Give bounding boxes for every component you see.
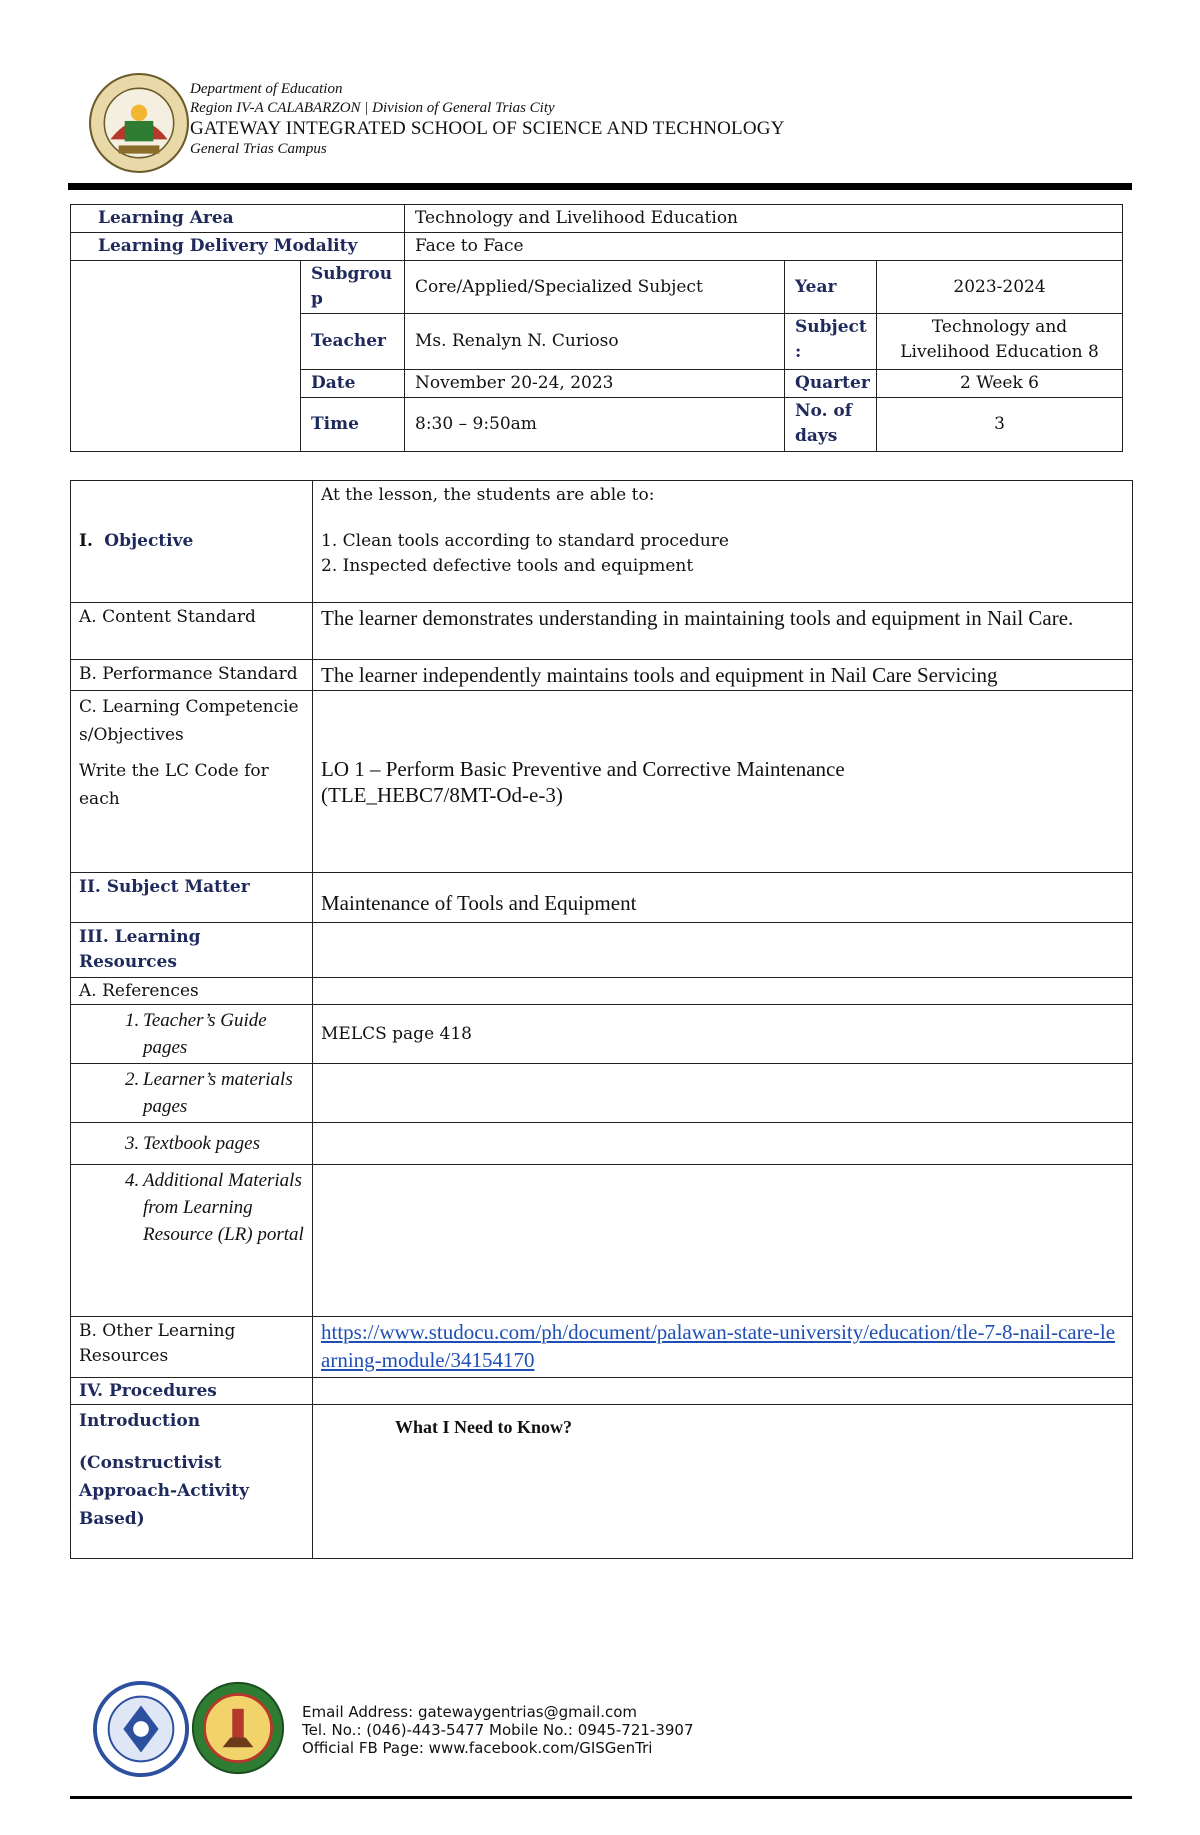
days-value: 3 (877, 398, 1123, 452)
empty-cell (313, 1064, 1133, 1123)
modality-label: Learning Delivery Modality (71, 233, 405, 261)
performance-standard-value: The learner independently maintains tools and equipment in Nail Care Servicing (313, 660, 1133, 691)
ref-teachers-guide-value: MELCS page 418 (313, 1005, 1133, 1064)
deped-seal-icon (92, 1680, 190, 1778)
table-row (71, 233, 1123, 261)
table-row (71, 1064, 1133, 1123)
references-label: A. References (71, 978, 313, 1005)
objective-label-cell (71, 481, 313, 603)
learning-area-value: Technology and Livelihood Education (405, 205, 1123, 233)
ref-num: 4. (125, 1170, 140, 1191)
other-resources-value (313, 1317, 1133, 1378)
empty-cell (313, 923, 1133, 978)
department-name: Department of Education (190, 81, 343, 97)
introduction-value-cell (313, 1405, 1133, 1559)
year-value: 2023-2024 (877, 261, 1123, 314)
table-row (71, 923, 1133, 978)
ref-additional-materials (71, 1165, 313, 1317)
objective-intro: At the lesson, the students are able to: (321, 485, 655, 505)
email-address: Email Address: gatewaygentrias@gmail.com (302, 1703, 638, 1721)
competency-note: Write the LC Code for each (79, 761, 269, 809)
quarter-label: Quarter (785, 370, 877, 398)
teacher-value: Ms. Renalyn N. Curioso (405, 314, 785, 370)
facebook-page: Official FB Page: www.facebook.com/GISGenTri (302, 1739, 653, 1757)
content-standard-value: The learner demonstrates understanding in maintaining tools and equipment in Nail Care. (313, 603, 1133, 660)
time-value: 8:30 – 9:50am (405, 398, 785, 452)
subject-matter-label: II. Subject Matter (71, 873, 313, 923)
region-division: Region IV-A CALABARZON | Division of General Trias City (190, 100, 555, 116)
school-seal-icon (88, 72, 190, 174)
quarter-value: 2 Week 6 (877, 370, 1123, 398)
competency-value-line-1: LO 1 – Perform Basic Preventive and Corrective Maintenance (321, 756, 845, 781)
table-row (71, 1165, 1133, 1317)
other-resources-link[interactable]: https://www.studocu.com/ph/document/palawan-state-university/education/tle-7-8-nail-care-learning-module/34154170 (321, 1320, 1116, 1372)
learning-area-label: Learning Area (71, 205, 405, 233)
header-divider (68, 183, 1132, 190)
procedures-label: IV. Procedures (71, 1378, 313, 1405)
table-row (71, 205, 1123, 233)
ref-num: 3. (125, 1133, 140, 1154)
school-name: GATEWAY INTEGRATED SCHOOL OF SCIENCE AND TECHNOLOGY (190, 118, 785, 139)
division-seal-icon (190, 1680, 286, 1776)
modality-value: Face to Face (405, 233, 1123, 261)
table-row (71, 660, 1133, 691)
ref-label: Additional Materials from Learning Resource (LR) portal (143, 1170, 304, 1245)
introduction-value: What I Need to Know? (395, 1417, 573, 1437)
table-row (71, 1123, 1133, 1165)
objective-value-cell (313, 481, 1133, 603)
empty-cell (313, 1165, 1133, 1317)
performance-standard-label: B. Performance Standard (71, 660, 313, 691)
subject-label: Subject : (785, 314, 877, 370)
other-resources-label: B. Other Learning Resources (71, 1317, 313, 1378)
teacher-label: Teacher (301, 314, 405, 370)
table-row (71, 603, 1133, 660)
table-row (71, 691, 1133, 873)
ref-label: Teacher’s Guide pages (143, 1010, 267, 1058)
competency-value-cell (313, 691, 1133, 873)
content-standard-label: A. Content Standard (71, 603, 313, 660)
year-label: Year (785, 261, 877, 314)
competency-label-cell (71, 691, 313, 873)
subgroup-value: Core/Applied/Specialized Subject (405, 261, 785, 314)
introduction-cell (71, 1405, 313, 1559)
time-label: Time (301, 398, 405, 452)
table-row (71, 1317, 1133, 1378)
ref-learners-materials (71, 1064, 313, 1123)
empty-cell (313, 1123, 1133, 1165)
table-row (71, 1005, 1133, 1064)
contact-info (302, 1703, 694, 1757)
table-row (71, 261, 1123, 314)
subject-matter-value: Maintenance of Tools and Equipment (313, 873, 1133, 923)
telephone: Tel. No.: (046)-443-5477 Mobile No.: 0945-721-3907 (302, 1721, 694, 1739)
objective-num: I. (79, 531, 93, 551)
lesson-plan-table (70, 480, 1133, 1559)
ref-textbook (71, 1123, 313, 1165)
date-value: November 20-24, 2023 (405, 370, 785, 398)
table-row (71, 1378, 1133, 1405)
subject-value: Technology and Livelihood Education 8 (877, 314, 1123, 370)
lesson-info-table (70, 204, 1123, 452)
objective-label: Objective (104, 531, 194, 551)
table-row (71, 873, 1133, 923)
table-row (71, 1405, 1133, 1559)
ref-num: 1. (125, 1010, 140, 1031)
footer-divider (70, 1796, 1132, 1799)
introduction-label: Introduction (79, 1411, 201, 1431)
objective-item-2: 2. Inspected defective tools and equipment (321, 556, 694, 576)
empty-cell (313, 978, 1133, 1005)
table-row (71, 481, 1133, 603)
ref-teachers-guide (71, 1005, 313, 1064)
ref-num: 2. (125, 1069, 140, 1090)
objective-item-1: 1. Clean tools according to standard procedure (321, 531, 729, 551)
learning-resources-label: III. Learning Resources (71, 923, 313, 978)
introduction-approach: (Constructivist Approach-Activity Based) (79, 1453, 249, 1529)
campus-name: General Trias Campus (190, 141, 327, 157)
date-label: Date (301, 370, 405, 398)
days-label: No. of days (785, 398, 877, 452)
ref-label: Textbook pages (143, 1133, 260, 1154)
table-row (71, 978, 1133, 1005)
subgroup-label: Subgrou p (301, 261, 405, 314)
competency-label: C. Learning Competencies/Objectives (79, 697, 299, 745)
ref-label: Learner’s materials pages (143, 1069, 293, 1117)
competency-value-line-2: (TLE_HEBC7/8MT-Od-e-3) (321, 782, 563, 807)
empty-cell (313, 1378, 1133, 1405)
blank-cell (71, 261, 301, 452)
letterhead (190, 80, 1090, 159)
